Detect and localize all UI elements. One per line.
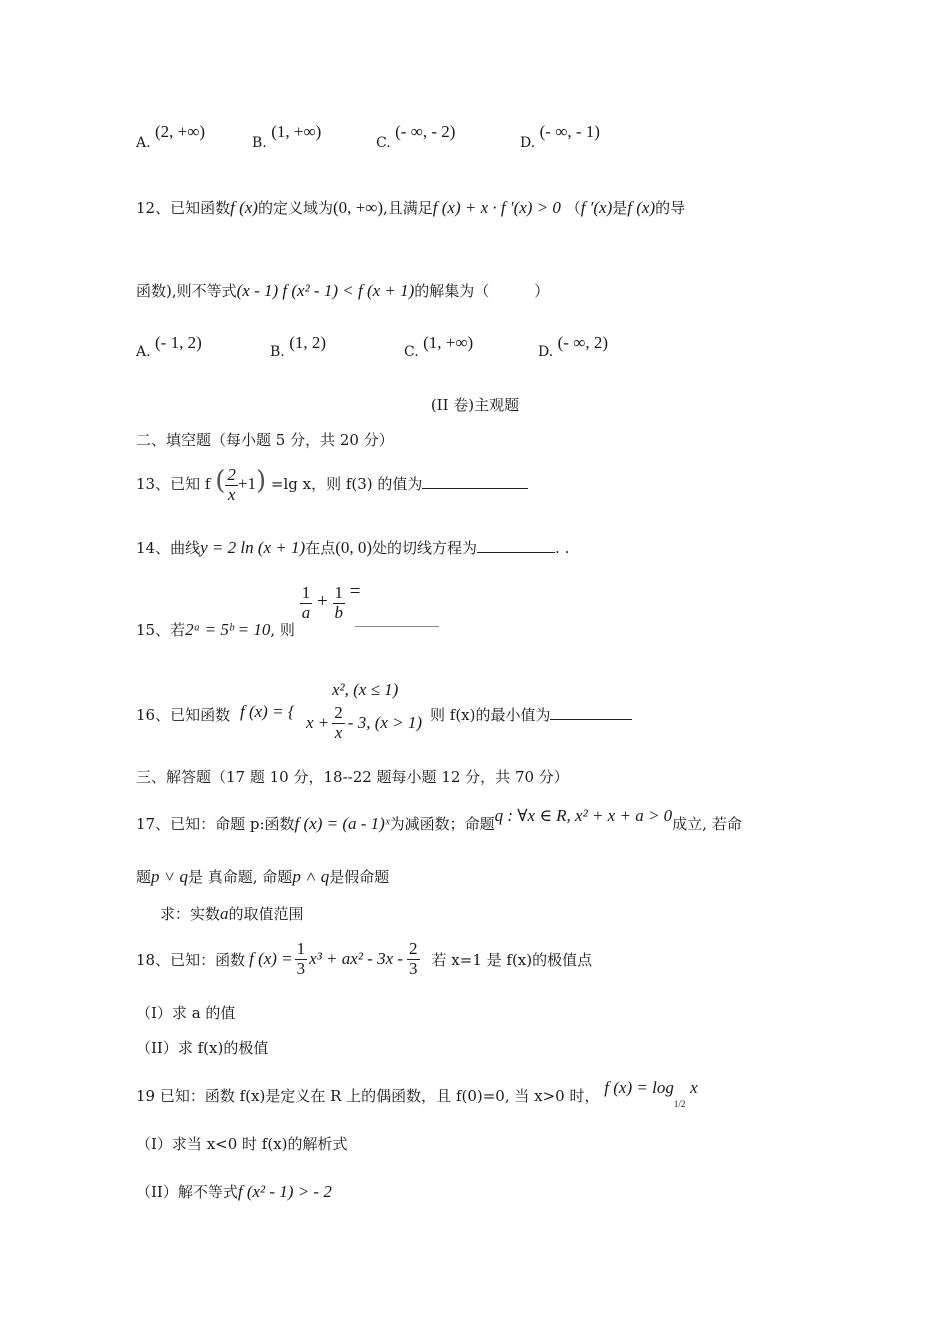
option-value: (- ∞, - 2) bbox=[395, 122, 456, 141]
denominator: b bbox=[334, 602, 343, 622]
q12-text: 是 bbox=[612, 199, 628, 217]
q18-text: 若 x=1 是 f(x)的极值点 bbox=[431, 950, 593, 969]
denominator: 3 bbox=[296, 958, 306, 978]
math-expr: (0, 0) bbox=[335, 538, 373, 557]
q18-part-1: （I）求 a 的值 bbox=[136, 1004, 236, 1022]
q17-text: 求：实数 bbox=[160, 905, 221, 923]
q11-option-b bbox=[252, 122, 322, 152]
option-value: (1, 2) bbox=[289, 333, 327, 352]
option-value: (2, +∞) bbox=[155, 122, 206, 141]
solve-header: 三、解答题（17 题 10 分，18--22 题每小题 12 分，共 70 分） bbox=[136, 768, 569, 786]
math-expr: f (x) = log bbox=[604, 1078, 674, 1097]
q17-text: 17、已知：命题 p:函数 bbox=[136, 815, 295, 833]
answer-blank bbox=[477, 538, 555, 553]
q12-text: 的定义域为 bbox=[257, 199, 333, 217]
fill-in-header: 二、填空题（每小题 5 分，共 20 分） bbox=[136, 431, 394, 449]
fraction bbox=[332, 704, 345, 742]
numerator: 2 bbox=[334, 703, 343, 722]
q13-text: =lg x，则 f(3) 的值为 bbox=[270, 475, 423, 494]
math-expr: f (x) = bbox=[249, 949, 293, 969]
q15-line bbox=[136, 581, 449, 640]
q17-text: 是假命题 bbox=[329, 868, 390, 886]
math-expr: x + bbox=[306, 713, 330, 733]
option-value: (- ∞, 2) bbox=[557, 333, 608, 352]
option-label: D. bbox=[520, 135, 536, 151]
answer-blank bbox=[550, 705, 632, 720]
q19-part-1: （I）求当 x<0 时 f(x)的解析式 bbox=[136, 1135, 348, 1153]
answer-blank bbox=[422, 474, 528, 489]
q12-text: （ bbox=[565, 199, 581, 217]
q11-option-c bbox=[376, 122, 456, 152]
option-value: (1, +∞) bbox=[423, 333, 474, 352]
q17-line-3 bbox=[160, 903, 304, 924]
option-label: D. bbox=[538, 344, 554, 360]
q18-part-2: （II）求 f(x)的极值 bbox=[136, 1039, 269, 1057]
fraction-1-over-a bbox=[300, 584, 313, 622]
fraction bbox=[225, 466, 238, 504]
log-base: 1/2 bbox=[673, 1099, 686, 1109]
option-label: A. bbox=[136, 344, 151, 360]
q11-option-a bbox=[136, 122, 206, 152]
q12-option-c bbox=[404, 333, 474, 361]
math-expr: +1 bbox=[237, 474, 256, 494]
q17-line-2 bbox=[136, 866, 389, 887]
fraction bbox=[295, 940, 308, 978]
q12-line-2 bbox=[136, 280, 549, 301]
q13-text: 13、已知 f bbox=[136, 475, 211, 494]
q17-line-1 bbox=[136, 806, 742, 834]
q15-text: 15、若 bbox=[136, 621, 186, 640]
q19-text: 19 已知：函数 f(x)是定义在 R 上的偶函数，且 f(0)=0, 当 x>0 时， bbox=[136, 1087, 600, 1105]
piecewise-case-1: x², (x ≤ 1) bbox=[332, 680, 399, 699]
q12-option-a bbox=[136, 333, 202, 361]
math-expr: q : ∀x ∈ R, x² + x + a > 0 bbox=[494, 806, 673, 825]
math-expr: (x - 1) f (x² - 1) < f (x + 1) bbox=[236, 281, 415, 300]
option-label: B. bbox=[252, 135, 267, 151]
q16-text: 则 f(x)的最小值为 bbox=[430, 706, 551, 724]
q19-line bbox=[136, 1078, 698, 1109]
q14-text: . . bbox=[555, 539, 570, 557]
option-label: C. bbox=[404, 344, 419, 360]
q17-text: 题 bbox=[136, 868, 152, 886]
answer-blank bbox=[355, 612, 439, 627]
q11-option-d bbox=[520, 122, 600, 152]
equals-sign: = bbox=[349, 581, 361, 603]
math-expr: f (x) = { bbox=[240, 702, 295, 721]
paren-left: ( bbox=[215, 466, 226, 497]
q19-text: （II）解不等式 bbox=[136, 1183, 238, 1201]
option-value: (- 1, 2) bbox=[155, 333, 202, 352]
denominator: x bbox=[334, 722, 343, 742]
q12-text: ,且满足 bbox=[382, 199, 433, 217]
math-expr: p ˄ q bbox=[292, 867, 330, 886]
math-expr: x³ + ax² - 3x - bbox=[309, 949, 404, 969]
piecewise-case-2 bbox=[306, 704, 422, 742]
paren-right: ) bbox=[255, 466, 267, 497]
math-expr: f (x² - 1) > - 2 bbox=[237, 1182, 332, 1201]
denominator: a bbox=[301, 602, 311, 622]
math-expr: f (x) bbox=[230, 198, 258, 217]
q12-text: 12、已知函数 bbox=[136, 199, 231, 217]
math-expr: (0, +∞) bbox=[332, 198, 383, 217]
numerator: 2 bbox=[227, 465, 236, 484]
fraction-1-over-b bbox=[333, 584, 346, 622]
math-expr: - 3, (x > 1) bbox=[347, 713, 423, 733]
option-value: (1, +∞) bbox=[271, 122, 322, 141]
option-label: A. bbox=[136, 135, 151, 151]
numerator: 2 bbox=[409, 939, 418, 958]
q16-tail bbox=[430, 704, 632, 725]
math-expr: f (x) = (a - 1)ˣ bbox=[294, 814, 390, 833]
q12-text: 的解集为（ ） bbox=[414, 282, 550, 300]
numerator: 1 bbox=[301, 583, 311, 602]
math-expr: f (x) + x · f ′(x) > 0 bbox=[432, 198, 561, 217]
q14-text: 处的切线方程为 bbox=[372, 539, 478, 557]
option-label: C. bbox=[376, 135, 391, 151]
math-expr: x bbox=[690, 1078, 698, 1097]
q17-text: 的取值范围 bbox=[228, 905, 304, 923]
numerator: 1 bbox=[334, 583, 343, 602]
math-expr: 2ᵃ = 5ᵇ = 10 bbox=[185, 620, 271, 640]
math-expr: f ′(x) bbox=[580, 198, 613, 217]
q14-line bbox=[136, 537, 569, 558]
math-expr: y = 2 ln (x + 1) bbox=[200, 538, 306, 557]
section-title: (II 卷)主观题 bbox=[430, 396, 520, 414]
q12-option-b bbox=[270, 333, 327, 361]
q14-text: 14、曲线 bbox=[136, 539, 201, 557]
q18-line bbox=[136, 940, 592, 978]
q12-text: 的导 bbox=[655, 199, 686, 217]
q13-line bbox=[136, 466, 528, 504]
q12-option-d bbox=[538, 333, 608, 361]
q17-text: 为减函数；命题 bbox=[389, 815, 495, 833]
q12-text: 函数),则不等式 bbox=[136, 282, 237, 300]
q17-text: 是 真命题, 命题 bbox=[188, 868, 293, 886]
math-expr: f (x) bbox=[627, 198, 656, 217]
q19-part-2 bbox=[136, 1181, 332, 1202]
q16-text: 16、已知函数 bbox=[136, 706, 231, 724]
option-label: B. bbox=[270, 344, 285, 360]
math-expr: p ˅ q bbox=[151, 867, 188, 886]
q17-text: 成立, 若命 bbox=[672, 815, 742, 833]
math-expr: a bbox=[220, 904, 229, 923]
plus-sign: + bbox=[317, 591, 328, 613]
q15-text: , 则 bbox=[270, 621, 295, 640]
numerator: 1 bbox=[296, 939, 306, 958]
option-value: (- ∞, - 1) bbox=[539, 122, 600, 141]
q14-text: 在点 bbox=[305, 539, 336, 557]
q12-line-1 bbox=[136, 197, 685, 218]
fraction bbox=[407, 940, 420, 978]
q18-text: 18、已知：函数 bbox=[136, 950, 246, 969]
denominator: 3 bbox=[409, 958, 418, 978]
denominator: x bbox=[227, 484, 236, 504]
